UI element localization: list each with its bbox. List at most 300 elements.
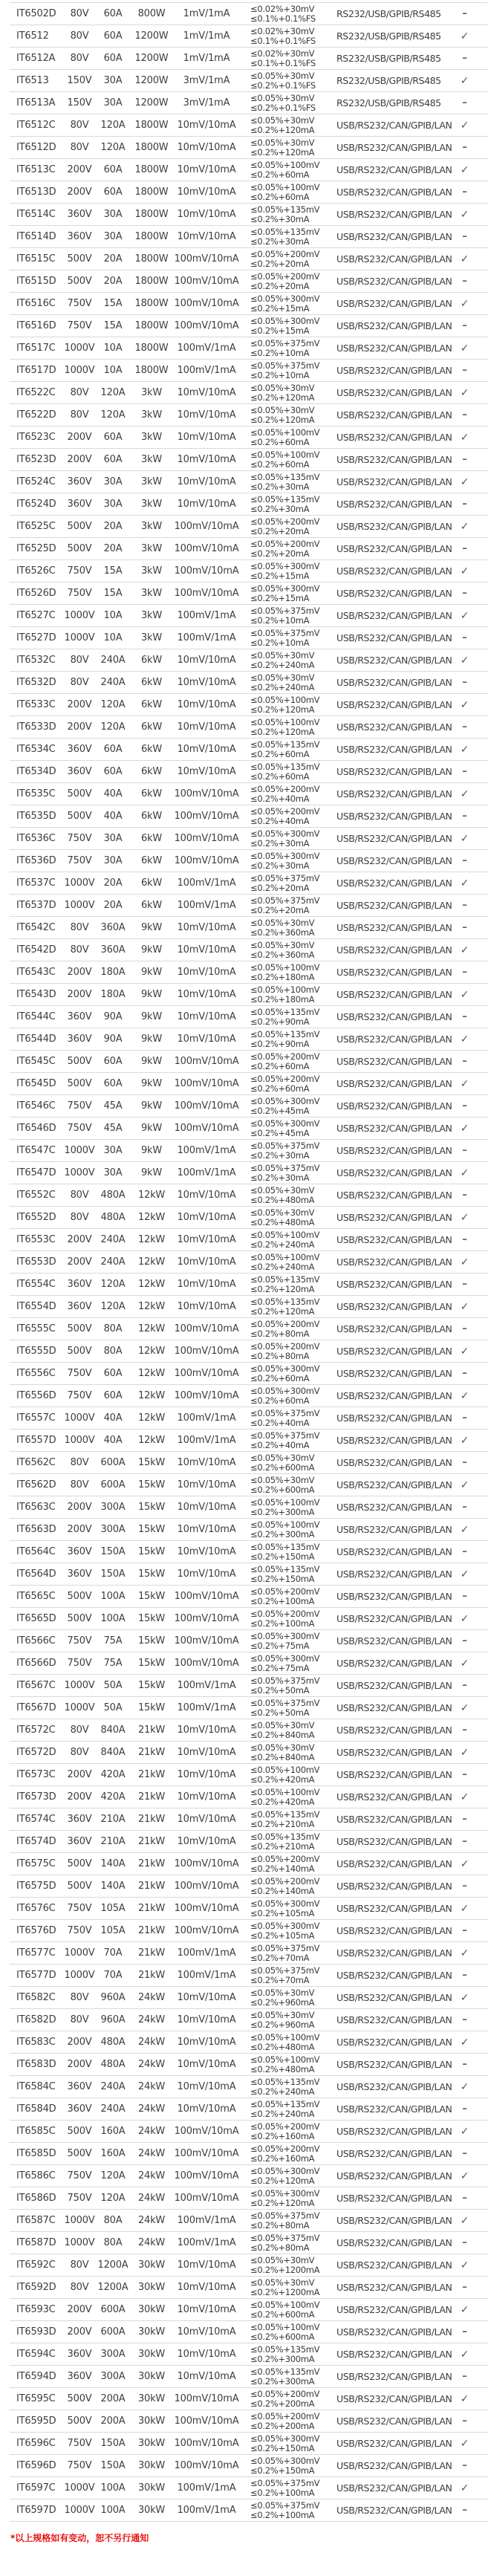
current-cell: 60A <box>103 744 123 755</box>
current-accuracy: ≤0.2%+10mA <box>250 369 310 380</box>
voltage-accuracy: ≤0.05%+100mV <box>250 1764 320 1775</box>
current-cell: 30A <box>103 1145 123 1156</box>
voltage-accuracy: ≤0.05%+135mV <box>250 1563 320 1574</box>
availability-mark: – <box>462 1011 467 1022</box>
availability-mark: – <box>462 8 467 19</box>
resolution-cell: 10mV/10mA <box>177 387 236 398</box>
voltage-accuracy: ≤0.05%+100mV <box>250 1519 320 1530</box>
resolution-cell: 100mV/1mA <box>177 1970 236 1981</box>
current-cell: 120A <box>100 721 126 733</box>
availability-mark: – <box>462 1635 467 1647</box>
table-row <box>10 1363 488 1385</box>
power-cell: 6kW <box>140 833 163 844</box>
resolution-cell: 100mV/10mA <box>174 2170 239 2181</box>
table-row <box>10 137 488 159</box>
voltage-accuracy: ≤0.05%+100mV <box>250 2031 320 2043</box>
voltage-cell: 200V <box>67 432 92 443</box>
model-cell: IT6572C <box>16 1725 56 1736</box>
voltage-accuracy: ≤0.05%+30mV <box>250 649 315 661</box>
model-cell: IT6526C <box>16 565 56 577</box>
availability-mark: – <box>462 2326 467 2337</box>
accuracy-cell <box>240 1386 326 1406</box>
power-cell: 1800W <box>134 231 169 242</box>
availability-mark: – <box>462 2282 467 2293</box>
power-cell: 12kW <box>137 1412 166 1424</box>
current-cell: 180A <box>100 989 126 1000</box>
power-cell: 24kW <box>137 2193 166 2204</box>
table-row <box>10 493 488 516</box>
current-accuracy: ≤0.2%+120mA <box>250 2175 315 2186</box>
power-cell: 15kW <box>137 1591 166 1602</box>
current-cell: 420A <box>100 1791 126 1803</box>
availability-mark: ✓ <box>460 386 469 399</box>
accuracy-cell <box>240 1230 326 1250</box>
power-cell: 15kW <box>137 1502 166 1513</box>
interfaces-cell: USB/RS232/CAN/GPIB/LAN <box>336 1546 452 1557</box>
table-row <box>10 1831 488 1853</box>
accuracy-cell <box>240 160 326 180</box>
current-accuracy: ≤0.2%+60mA <box>250 436 310 447</box>
current-accuracy: ≤0.2%+150mA <box>250 2465 315 2476</box>
current-cell: 80A <box>103 2237 123 2248</box>
voltage-cell: 1000V <box>64 632 95 643</box>
availability-mark: – <box>462 1056 467 1067</box>
voltage-accuracy: ≤0.05%+300mV <box>250 583 320 594</box>
availability-mark: – <box>462 454 467 465</box>
current-accuracy: ≤0.2%+300mA <box>250 1506 315 1517</box>
availability-mark: – <box>462 2505 467 2516</box>
table-row <box>10 939 488 961</box>
current-accuracy: ≤0.2%+600mA <box>250 2331 315 2342</box>
voltage-accuracy: ≤0.05%+30mV <box>250 1207 315 1218</box>
availability-mark: – <box>462 2416 467 2427</box>
power-cell: 21kW <box>137 1769 166 1780</box>
table-row <box>10 70 488 92</box>
availability-mark: ✓ <box>460 1345 469 1357</box>
power-cell: 6kW <box>140 744 163 755</box>
voltage-cell: 80V <box>70 1212 89 1223</box>
interfaces-cell: USB/RS232/CAN/GPIB/LAN <box>336 2103 452 2115</box>
resolution-cell: 10mV/10mA <box>177 409 236 421</box>
table-row <box>10 2098 488 2121</box>
power-cell: 6kW <box>140 655 163 666</box>
accuracy-cell <box>240 1855 326 1874</box>
voltage-cell: 500V <box>67 543 92 554</box>
power-cell: 9kW <box>140 989 163 1000</box>
accuracy-cell <box>240 2456 326 2476</box>
availability-mark: ✓ <box>460 988 469 1001</box>
current-cell: 200A <box>100 2416 126 2427</box>
power-cell: 9kW <box>140 944 163 956</box>
model-cell: IT6563C <box>16 1502 56 1513</box>
current-cell: 80A <box>103 1323 123 1334</box>
resolution-cell: 100mV/10mA <box>174 2460 239 2471</box>
accuracy-cell <box>240 1119 326 1138</box>
current-accuracy: ≤0.2%+30mA <box>250 481 310 492</box>
model-cell: IT6517C <box>16 343 56 354</box>
power-cell: 15kW <box>137 1546 166 1557</box>
model-cell: IT6517D <box>16 365 56 376</box>
power-cell: 9kW <box>140 1100 163 1112</box>
interfaces-cell: USB/RS232/CAN/GPIB/LAN <box>336 788 452 799</box>
current-cell: 10A <box>103 365 123 376</box>
power-cell: 30kW <box>137 2416 166 2427</box>
voltage-accuracy: ≤0.05%+135mV <box>250 1006 320 1017</box>
voltage-cell: 80V <box>70 944 89 956</box>
resolution-cell: 10mV/10mA <box>177 2259 236 2271</box>
availability-mark: – <box>462 1368 467 1379</box>
accuracy-cell <box>240 205 326 224</box>
table-row <box>10 1808 488 1831</box>
interfaces-cell: USB/RS232/CAN/GPIB/LAN <box>336 900 452 911</box>
accuracy-cell <box>240 1587 326 1606</box>
current-cell: 50A <box>103 1702 123 1713</box>
table-row <box>10 917 488 939</box>
availability-mark: ✓ <box>460 431 469 444</box>
table-row <box>10 1630 488 1652</box>
current-accuracy: ≤0.2%+480mA <box>250 2063 315 2074</box>
accuracy-cell <box>240 2367 326 2387</box>
current-cell: 20A <box>103 521 123 532</box>
interfaces-cell: USB/RS232/CAN/GPIB/LAN <box>336 699 452 710</box>
availability-mark: – <box>462 967 467 978</box>
resolution-cell: 1mV/1mA <box>183 53 230 64</box>
model-cell: IT6576C <box>16 1903 56 1914</box>
voltage-accuracy: ≤0.05%+100mV <box>250 1496 320 1508</box>
resolution-cell: 10mV/10mA <box>177 2014 236 2025</box>
voltage-accuracy: ≤0.05%+100mV <box>250 961 320 973</box>
interfaces-cell: USB/RS232/CAN/GPIB/LAN <box>336 744 452 755</box>
accuracy-cell <box>240 2390 326 2409</box>
availability-mark: – <box>462 900 467 911</box>
current-cell: 10A <box>103 343 123 354</box>
voltage-cell: 750V <box>67 2438 92 2449</box>
power-cell: 15kW <box>137 1680 166 1691</box>
table-row <box>10 1541 488 1563</box>
current-accuracy: ≤0.2%+840mA <box>250 1751 315 1762</box>
resolution-cell: 10mV/10mA <box>177 1034 236 1045</box>
interfaces-cell: USB/RS232/CAN/GPIB/LAN <box>336 610 452 621</box>
accuracy-cell <box>240 250 326 269</box>
accuracy-cell <box>240 673 326 692</box>
availability-mark: ✓ <box>460 698 469 711</box>
availability-mark: ✓ <box>460 163 469 176</box>
model-cell: IT6542C <box>16 922 56 933</box>
accuracy-cell <box>240 941 326 960</box>
voltage-accuracy: ≤0.05%+30mV <box>250 404 315 415</box>
availability-mark: ✓ <box>460 1701 469 1714</box>
current-cell: 160A <box>100 2126 126 2137</box>
power-cell: 1200W <box>134 53 169 64</box>
resolution-cell: 10mV/10mA <box>177 1502 236 1513</box>
resolution-cell: 100mV/1mA <box>177 610 236 621</box>
current-cell: 120A <box>100 387 126 398</box>
model-cell: IT6566C <box>16 1635 56 1647</box>
voltage-accuracy: ≤0.05%+300mV <box>250 828 320 839</box>
voltage-cell: 750V <box>67 2460 92 2471</box>
voltage-cell: 360V <box>67 2371 92 2382</box>
availability-mark: ✓ <box>460 1657 469 1670</box>
current-cell: 60A <box>103 30 123 42</box>
voltage-accuracy: ≤0.05%+300mV <box>250 560 320 571</box>
current-cell: 100A <box>100 2482 126 2494</box>
resolution-cell: 100mV/1mA <box>177 877 236 889</box>
current-cell: 150A <box>100 2438 126 2449</box>
current-accuracy: ≤0.2%+20mA <box>250 258 310 269</box>
voltage-cell: 1000V <box>64 2482 95 2494</box>
interfaces-cell: USB/RS232/CAN/GPIB/LAN <box>336 1435 452 1446</box>
interfaces-cell: USB/RS232/CAN/GPIB/LAN <box>336 2438 452 2449</box>
voltage-accuracy: ≤0.05%+200mV <box>250 2388 320 2399</box>
model-cell: IT6554C <box>16 1279 56 1290</box>
accuracy-cell <box>240 473 326 492</box>
resolution-cell: 100mV/10mA <box>174 1635 239 1647</box>
availability-mark: ✓ <box>460 2080 469 2093</box>
voltage-accuracy: ≤0.05%+200mV <box>250 1875 320 1886</box>
accuracy-cell <box>240 2434 326 2453</box>
power-cell: 1800W <box>134 120 169 131</box>
power-cell: 3kW <box>140 610 163 621</box>
accuracy-cell <box>240 1565 326 1584</box>
accuracy-cell <box>240 1208 326 1227</box>
voltage-accuracy: ≤0.05%+375mV <box>250 1942 320 1953</box>
interfaces-cell: USB/RS232/CAN/GPIB/LAN <box>336 2505 452 2516</box>
spec-table <box>10 2 488 2522</box>
voltage-accuracy: ≤0.05%+135mV <box>250 1296 320 1307</box>
current-accuracy: ≤0.2%+60mA <box>250 770 310 782</box>
current-accuracy: ≤0.2%+20mA <box>250 548 310 559</box>
model-cell: IT6533D <box>16 721 56 733</box>
table-row <box>10 1251 488 1274</box>
voltage-accuracy: ≤0.05%+300mV <box>250 2165 320 2176</box>
accuracy-cell <box>240 2256 326 2275</box>
interfaces-cell: USB/RS232/CAN/GPIB/LAN <box>336 120 452 131</box>
model-cell: IT6535C <box>16 788 56 799</box>
power-cell: 24kW <box>137 2037 166 2048</box>
current-cell: 40A <box>103 1435 123 1446</box>
resolution-cell: 100mV/10mA <box>174 2193 239 2204</box>
availability-mark: ✓ <box>460 1167 469 1179</box>
availability-mark: – <box>462 811 467 822</box>
availability-mark: – <box>462 1412 467 1424</box>
availability-mark: – <box>462 1323 467 1334</box>
current-accuracy: ≤0.2%+300mA <box>250 2375 315 2387</box>
accuracy-cell <box>240 2211 326 2231</box>
accuracy-cell <box>240 1721 326 1740</box>
interfaces-cell: USB/RS232/CAN/GPIB/LAN <box>336 1123 452 1134</box>
power-cell: 24kW <box>137 2103 166 2115</box>
table-row <box>10 2232 488 2254</box>
resolution-cell: 10mV/10mA <box>177 1479 236 1490</box>
model-cell: IT6552D <box>16 1212 56 1223</box>
resolution-cell: 3mV/1mA <box>183 75 230 86</box>
current-cell: 600A <box>100 2326 126 2337</box>
table-row <box>10 605 488 627</box>
voltage-accuracy: ≤0.05%+375mV <box>250 337 320 348</box>
current-cell: 75A <box>103 1658 123 1669</box>
voltage-cell: 1000V <box>64 1145 95 1156</box>
power-cell: 3kW <box>140 543 163 554</box>
resolution-cell: 100mV/10mA <box>174 1123 239 1134</box>
voltage-accuracy: ≤0.05%+300mV <box>250 2433 320 2444</box>
voltage-cell: 360V <box>67 1301 92 1312</box>
accuracy-cell <box>240 2011 326 2030</box>
resolution-cell: 100mV/10mA <box>174 253 239 265</box>
power-cell: 3kW <box>140 454 163 465</box>
accuracy-cell <box>240 272 326 291</box>
current-accuracy: ≤0.2%+105mA <box>250 1930 315 1941</box>
table-row <box>10 2009 488 2031</box>
voltage-accuracy: ≤0.05%+100mV <box>250 1229 320 1240</box>
power-cell: 12kW <box>137 1212 166 1223</box>
model-cell: IT6524C <box>16 476 56 487</box>
voltage-accuracy: ≤0.05%+135mV <box>250 1028 320 1039</box>
voltage-cell: 1000V <box>64 1970 95 1981</box>
current-accuracy: ≤0.2%+480mA <box>250 1216 315 1227</box>
interfaces-cell: USB/RS232/CAN/GPIB/LAN <box>336 2014 452 2025</box>
current-accuracy: ≤0.2%+70mA <box>250 1952 310 1963</box>
voltage-cell: 750V <box>67 320 92 331</box>
voltage-cell: 750V <box>67 1368 92 1379</box>
current-accuracy: ≤0.2%+120mA <box>250 414 315 425</box>
power-cell: 21kW <box>137 1881 166 1892</box>
current-accuracy: ≤0.2%+420mA <box>250 1796 315 1807</box>
model-cell: IT6513 <box>16 75 49 86</box>
resolution-cell: 10mV/10mA <box>177 1546 236 1557</box>
voltage-cell: 80V <box>70 1457 89 1468</box>
accuracy-cell <box>240 762 326 782</box>
interfaces-cell: USB/RS232/CAN/GPIB/LAN <box>336 855 452 866</box>
current-cell: 120A <box>100 1279 126 1290</box>
current-accuracy: ≤0.2%+600mA <box>250 1461 315 1473</box>
interfaces-cell: USB/RS232/CAN/GPIB/LAN <box>336 565 452 577</box>
voltage-cell: 200V <box>67 1502 92 1513</box>
power-cell: 3kW <box>140 409 163 421</box>
availability-mark: ✓ <box>460 944 469 956</box>
model-cell: IT6567C <box>16 1680 56 1691</box>
interfaces-cell: USB/RS232/CAN/GPIB/LAN <box>336 1680 452 1691</box>
voltage-cell: 80V <box>70 922 89 933</box>
accuracy-cell <box>240 851 326 871</box>
voltage-cell: 500V <box>67 2148 92 2159</box>
table-row <box>10 1452 488 1474</box>
current-accuracy: ≤0.2%+60mA <box>250 191 310 202</box>
table-row <box>10 2455 488 2477</box>
current-accuracy: ≤0.2%+100mA <box>250 1618 315 1629</box>
current-accuracy: ≤0.2%+90mA <box>250 1016 310 1027</box>
resolution-cell: 10mV/10mA <box>177 1212 236 1223</box>
voltage-cell: 750V <box>67 588 92 599</box>
accuracy-cell <box>240 1877 326 1896</box>
availability-mark: ✓ <box>460 119 469 132</box>
availability-mark: – <box>462 276 467 287</box>
availability-mark: ✓ <box>460 2214 469 2227</box>
model-cell: IT6565C <box>16 1591 56 1602</box>
voltage-accuracy: ≤0.05%+135mV <box>250 739 320 750</box>
availability-mark: ✓ <box>460 1434 469 1447</box>
table-row <box>10 895 488 917</box>
voltage-accuracy: ≤0.05%+135mV <box>250 1808 320 1820</box>
voltage-accuracy: ≤0.05%+100mV <box>250 159 320 170</box>
voltage-cell: 360V <box>67 499 92 510</box>
accuracy-cell <box>240 227 326 247</box>
power-cell: 6kW <box>140 721 163 733</box>
table-row <box>10 1563 488 1586</box>
voltage-accuracy: ≤0.05%+375mV <box>250 1965 320 1976</box>
current-cell: 840A <box>100 1747 126 1758</box>
interfaces-cell: USB/RS232/CAN/GPIB/LAN <box>336 387 452 398</box>
voltage-accuracy: ≤0.05%+135mV <box>250 2343 320 2355</box>
current-accuracy: ≤0.2%+15mA <box>250 592 310 603</box>
availability-mark: – <box>462 1725 467 1736</box>
interfaces-cell: USB/RS232/CAN/GPIB/LAN <box>336 588 452 599</box>
voltage-cell: 80V <box>70 53 89 64</box>
power-cell: 12kW <box>137 1190 166 1201</box>
interfaces-cell: USB/RS232/CAN/GPIB/LAN <box>336 164 452 175</box>
model-cell: IT6523D <box>16 454 56 465</box>
table-row <box>10 181 488 204</box>
accuracy-cell <box>240 1141 326 1161</box>
resolution-cell: 10mV/10mA <box>177 2059 236 2070</box>
current-cell: 960A <box>100 1992 126 2003</box>
power-cell: 12kW <box>137 1323 166 1334</box>
resolution-cell: 100mV/1mA <box>177 1947 236 1959</box>
resolution-cell: 100mV/10mA <box>174 1903 239 1914</box>
table-row <box>10 226 488 248</box>
table-row <box>10 1340 488 1363</box>
table-row <box>10 1318 488 1340</box>
current-cell: 45A <box>103 1123 123 1134</box>
power-cell: 21kW <box>137 1814 166 1825</box>
model-cell: IT6596C <box>16 2438 56 2449</box>
voltage-accuracy: ≤0.05%+30mV <box>250 939 315 950</box>
current-cell: 240A <box>100 655 126 666</box>
model-cell: IT6595D <box>16 2416 56 2427</box>
interfaces-cell: USB/RS232/CAN/GPIB/LAN <box>336 1725 452 1736</box>
table-row <box>10 2366 488 2388</box>
current-accuracy: ≤0.2%+960mA <box>250 2019 315 2030</box>
voltage-accuracy: ≤0.05%+30mV <box>250 114 315 126</box>
resolution-cell: 10mV/10mA <box>177 1524 236 1535</box>
resolution-cell: 10mV/10mA <box>177 476 236 487</box>
resolution-cell: 100mV/1mA <box>177 1167 236 1178</box>
table-row <box>10 1229 488 1251</box>
voltage-accuracy: ≤0.05%+30mV <box>250 2277 315 2288</box>
current-cell: 60A <box>103 164 123 175</box>
accuracy-cell <box>240 450 326 470</box>
voltage-accuracy: ≤0.05%+200mV <box>250 783 320 794</box>
current-accuracy: ≤0.2%+150mA <box>250 2442 315 2453</box>
current-cell: 70A <box>103 1970 123 1981</box>
voltage-accuracy: ≤0.05%+375mV <box>250 2477 320 2488</box>
voltage-accuracy: ≤0.05%+30mV <box>250 92 315 103</box>
accuracy-cell <box>240 2233 326 2253</box>
voltage-cell: 200V <box>67 967 92 978</box>
availability-mark: ✓ <box>460 2125 469 2138</box>
interfaces-cell: RS232/USB/GPIB/RS485 <box>336 30 441 42</box>
accuracy-cell <box>240 829 326 849</box>
current-cell: 600A <box>100 1457 126 1468</box>
table-row <box>10 694 488 716</box>
model-cell: IT6574C <box>16 1814 56 1825</box>
table-row <box>10 382 488 404</box>
current-accuracy: ≤0.2%+120mA <box>250 726 315 737</box>
current-cell: 200A <box>100 2393 126 2404</box>
resolution-cell: 100mV/10mA <box>174 788 239 799</box>
availability-mark: – <box>462 1925 467 1936</box>
resolution-cell: 100mV/10mA <box>174 565 239 577</box>
interfaces-cell: USB/RS232/CAN/GPIB/LAN <box>336 1524 452 1535</box>
